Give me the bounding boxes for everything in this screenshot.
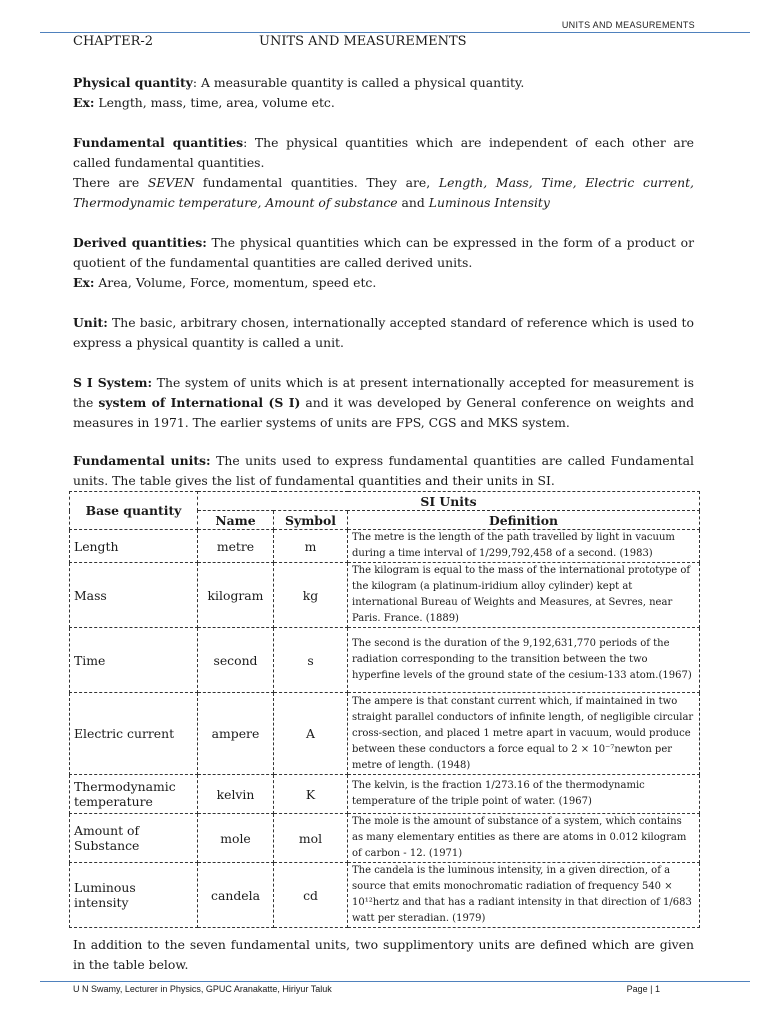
term: Fundamental quantities xyxy=(73,135,244,150)
quantity-cell: Thermodynamic temperature xyxy=(70,775,198,814)
table-row xyxy=(70,814,700,863)
unit-name-cell: kelvin xyxy=(198,775,274,814)
physical-quantity-example: Ex: Length, mass, time, area, volume etc. xyxy=(73,95,335,110)
table-row xyxy=(70,863,700,928)
unit-definition: Unit: The basic, arbitrary chosen, internationally accepted standard of reference which is used to express a physical quantity is called a unit. xyxy=(73,315,694,350)
si-units-table xyxy=(69,491,700,928)
unit-name-cell: kilogram xyxy=(198,563,274,628)
si-units-header: SI Units xyxy=(198,492,700,511)
fundamental-quantities-definition: Fundamental quantities: The physical quantities which are independent of each other are called fundamental quantities. xyxy=(73,135,694,170)
unit-symbol-cell: s xyxy=(274,628,348,693)
unit-symbol-cell: K xyxy=(274,775,348,814)
definition-cell: The second is the duration of the 9,192,631,770 periods of the radiation corresponding to the transition between the two hyperfine levels of the ground state of the cesium-133 atom.(1967) xyxy=(348,628,700,693)
table-row xyxy=(70,628,700,693)
unit-name-cell: metre xyxy=(198,530,274,563)
term: S I System: xyxy=(73,375,153,390)
footer-rule xyxy=(40,981,750,982)
quantity-cell: Electric current xyxy=(70,693,198,775)
table-row xyxy=(70,693,700,775)
name-header: Name xyxy=(198,511,274,530)
base-quantity-header: Base quantity xyxy=(70,492,198,530)
running-header: UNITS AND MEASUREMENTS xyxy=(561,20,695,30)
term: Unit: xyxy=(73,315,108,330)
table-row xyxy=(70,530,700,563)
page-number: Page | 1 xyxy=(626,984,660,994)
definition-cell: The candela is the luminous intensity, in a given direction, of a source that emits monochromatic radiation of frequency 540 × 10¹²hertz and that has a radiant intensity in that direction of 1/683 watt per steradian. (1979) xyxy=(348,863,700,928)
symbol-header: Symbol xyxy=(274,511,348,530)
unit-symbol-cell: A xyxy=(274,693,348,775)
unit-symbol-cell: m xyxy=(274,530,348,563)
fundamental-quantities-list: There are SEVEN fundamental quantities. They are, Length, Mass, Time, Electric current, Thermodynamic temperature, Amount of substance and Luminous Intensity xyxy=(73,175,694,210)
quantity-cell: Mass xyxy=(70,563,198,628)
derived-quantities-example: Ex: Area, Volume, Force, momentum, speed etc. xyxy=(73,275,377,290)
definition-cell: The metre is the length of the path travelled by light in vacuum during a time interval of 1/299,792,458 of a second. (1983) xyxy=(348,530,700,563)
unit-name-cell: candela xyxy=(198,863,274,928)
unit-name-cell: mole xyxy=(198,814,274,863)
unit-name-cell: ampere xyxy=(198,693,274,775)
derived-quantities-definition: Derived quantities: The physical quantities which can be expressed in the form of a product or quotient of the fundamental quantities are called derived units. xyxy=(73,235,694,270)
term: Fundamental units: xyxy=(73,453,211,468)
unit-symbol-cell: cd xyxy=(274,863,348,928)
chapter-label: CHAPTER-2 xyxy=(73,34,154,49)
quantity-cell: Length xyxy=(70,530,198,563)
table-row xyxy=(70,563,700,628)
table-row xyxy=(70,775,700,814)
quantity-cell: Luminous intensity xyxy=(70,863,198,928)
chapter-heading xyxy=(73,34,467,49)
quantity-cell: Amount of Substance xyxy=(70,814,198,863)
unit-symbol-cell: kg xyxy=(274,563,348,628)
supplementary-units-note: In addition to the seven fundamental units, two supplimentory units are defined which are given in the table below. xyxy=(73,937,694,972)
physical-quantity-definition: Physical quantity: A measurable quantity is called a physical quantity. xyxy=(73,75,525,90)
unit-name-cell: second xyxy=(198,628,274,693)
term: Derived quantities: xyxy=(73,235,207,250)
unit-symbol-cell: mol xyxy=(274,814,348,863)
chapter-title: UNITS AND MEASUREMENTS xyxy=(259,34,467,49)
definition-cell: The kelvin, is the fraction 1/273.16 of the thermodynamic temperature of the triple point of water. (1967) xyxy=(348,775,700,814)
definition-cell: The mole is the amount of substance of a system, which contains as many elementary entities as there are atoms in 0.012 kilogram of carbon - 12. (1971) xyxy=(348,814,700,863)
term: Physical quantity xyxy=(73,75,193,90)
footer-author: U N Swamy, Lecturer in Physics, GPUC Aranakatte, Hiriyur Taluk xyxy=(73,984,332,994)
definition-header: Definition xyxy=(348,511,700,530)
definition-cell: The kilogram is equal to the mass of the international prototype of the kilogram (a platinum-iridium alloy cylinder) kept at international Bureau of Weights and Measures, at Sevres, near Paris. France. (1889) xyxy=(348,563,700,628)
fundamental-units-definition: Fundamental units: The units used to express fundamental quantities are called Fundamental units. The table gives the list of fundamental quantities and their units in SI. xyxy=(73,453,695,488)
si-system-definition: S I System: The system of units which is at present internationally accepted for measurement is the system of International (S I) and it was developed by General conference on weights and measures in 1971. The earlier systems of units are FPS, CGS and MKS system. xyxy=(73,375,695,430)
definition-cell: The ampere is that constant current which, if maintained in two straight parallel conductors of infinite length, of negligible circular cross-section, and placed 1 metre apart in vacuum, would produce between these conductors a force equal to 2 × 10⁻⁷newton per metre of length. (1948) xyxy=(348,693,700,775)
header-rule xyxy=(40,32,750,33)
page-body xyxy=(73,73,694,491)
quantity-cell: Time xyxy=(70,628,198,693)
